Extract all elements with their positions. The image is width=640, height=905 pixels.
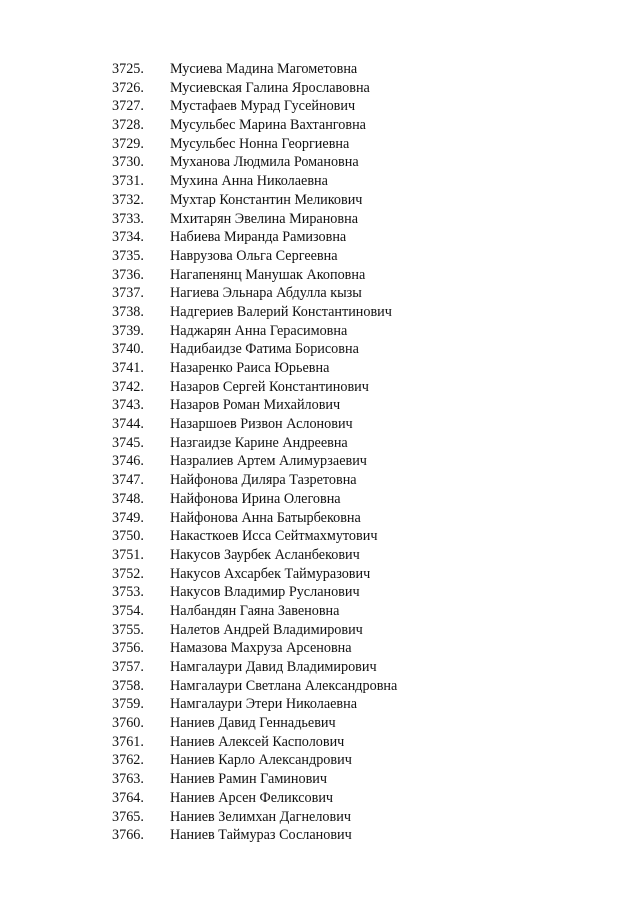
entry-name: Мхитарян Эвелина Мирановна [170, 210, 358, 227]
entry-number: 3751. [112, 546, 144, 563]
list-item [0, 471, 640, 490]
entry-number: 3727. [112, 98, 144, 115]
entry-name: Найфонова Анна Батырбековна [170, 509, 361, 526]
entry-number: 3759. [112, 696, 144, 713]
entry-name: Наниев Арсен Феликсович [170, 789, 334, 806]
list-item [0, 303, 640, 322]
list-item [0, 97, 640, 116]
entry-name: Наниев Карло Александрович [170, 752, 352, 769]
list-item [0, 808, 640, 827]
entry-name: Мусульбес Нонна Георгиевна [170, 135, 350, 152]
entry-name: Наниев Алексей Касполович [170, 733, 345, 750]
entry-number: 3744. [112, 416, 144, 433]
entry-name: Надибаидзе Фатима Борисовна [170, 341, 359, 358]
entry-name: Назаренко Раиса Юрьевна [170, 360, 330, 376]
entry-name: Муханова Людмила Романовна [170, 154, 359, 171]
list-item [0, 639, 640, 658]
entry-number: 3756. [112, 640, 144, 657]
list-item [0, 452, 640, 471]
entry-name: Накусов Заурбек Асланбекович [170, 546, 360, 563]
entry-name: Налетов Андрей Владимирович [170, 621, 363, 638]
entry-name: Намгалаури Светлана Александровна [170, 677, 398, 694]
entry-number: 3745. [112, 434, 144, 451]
entry-name: Наниев Таймураз Сосланович [170, 827, 352, 844]
list-item [0, 565, 640, 584]
entry-number: 3731. [112, 173, 144, 190]
list-item [0, 247, 640, 266]
entry-name: Мустафаев Мурад Гусейнович [170, 98, 356, 115]
entry-number: 3725. [112, 61, 144, 77]
entry-number: 3732. [112, 191, 144, 208]
entry-name: Назаршоев Ризвон Аслонович [170, 416, 353, 433]
list-item [0, 210, 640, 229]
list-item [0, 490, 640, 509]
entry-number: 3761. [112, 733, 144, 750]
list-item [0, 79, 640, 98]
entry-number: 3746. [112, 453, 144, 470]
entry-name: Набиева Миранда Рамизовна [170, 229, 347, 246]
entry-number: 3757. [112, 659, 144, 675]
entry-number: 3739. [112, 322, 144, 339]
entry-number: 3747. [112, 472, 144, 489]
entry-number: 3737. [112, 285, 144, 302]
entry-name: Надгериев Валерий Константинович [170, 303, 392, 320]
list-item [0, 153, 640, 172]
list-item [0, 714, 640, 733]
list-item [0, 602, 640, 621]
entry-name: Наниев Рамин Гаминович [170, 771, 327, 788]
entry-name: Накусов Ахсарбек Таймуразович [170, 565, 371, 582]
list-item [0, 677, 640, 696]
entry-number: 3755. [112, 621, 144, 638]
entry-name: Назаров Роман Михайлович [170, 397, 341, 414]
entry-number: 3733. [112, 210, 144, 227]
entry-name: Наниев Зелимхан Дагнелович [170, 808, 351, 825]
entry-name: Мусиева Мадина Магометовна [170, 61, 358, 77]
entry-name: Найфонова Диляра Тазретовна [170, 472, 357, 489]
entry-number: 3754. [112, 602, 144, 619]
entry-number: 3738. [112, 303, 144, 320]
entry-number: 3762. [112, 752, 144, 769]
list-item [0, 60, 640, 79]
entry-number: 3765. [112, 808, 144, 825]
list-item [0, 378, 640, 397]
entry-number: 3764. [112, 789, 144, 806]
list-item [0, 172, 640, 191]
entry-number: 3740. [112, 341, 144, 358]
list-item [0, 266, 640, 285]
entry-number: 3742. [112, 378, 144, 395]
entry-number: 3753. [112, 584, 144, 601]
entry-name: Назаров Сергей Константинович [170, 378, 369, 395]
entry-number: 3730. [112, 154, 144, 171]
list-item [0, 191, 640, 210]
entry-number: 3763. [112, 771, 144, 788]
entry-number: 3758. [112, 677, 144, 694]
entry-number: 3736. [112, 266, 144, 283]
list-item [0, 228, 640, 247]
entry-name: Наврузова Ольга Сергеевна [170, 247, 338, 264]
entry-number: 3766. [112, 827, 144, 844]
entry-name: Мусульбес Марина Вахтанговна [170, 117, 366, 134]
entry-name: Наниев Давид Геннадьевич [170, 715, 336, 732]
entry-name: Нагиева Эльнара Абдулла кызы [170, 285, 362, 302]
name-list [0, 60, 640, 845]
entry-number: 3750. [112, 528, 144, 545]
entry-name: Назралиев Артем Алимурзаевич [170, 453, 367, 470]
list-item [0, 116, 640, 135]
entry-number: 3760. [112, 715, 144, 732]
entry-name: Нагапенянц Манушак Акоповна [170, 266, 366, 283]
entry-number: 3729. [112, 135, 144, 152]
list-item [0, 415, 640, 434]
entry-name: Мухина Анна Николаевна [170, 173, 328, 190]
list-item [0, 789, 640, 808]
list-item [0, 509, 640, 528]
entry-number: 3749. [112, 509, 144, 526]
entry-name: Налбандян Гаяна Завеновна [170, 602, 340, 619]
list-item [0, 359, 640, 378]
entry-name: Намгалаури Этери Николаевна [170, 696, 358, 713]
list-item [0, 583, 640, 602]
list-item [0, 340, 640, 359]
entry-name: Наджарян Анна Герасимовна [170, 322, 348, 339]
list-item [0, 546, 640, 565]
entry-number: 3726. [112, 79, 144, 96]
entry-number: 3743. [112, 397, 144, 414]
entry-name: Мусиевская Галина Ярославовна [170, 79, 370, 96]
entry-name: Назгаидзе Карине Андреевна [170, 434, 348, 451]
list-item [0, 284, 640, 303]
list-item [0, 695, 640, 714]
entry-number: 3748. [112, 490, 144, 507]
list-item [0, 826, 640, 845]
entry-name: Накусов Владимир Русланович [170, 584, 360, 601]
list-item [0, 135, 640, 154]
list-item [0, 527, 640, 546]
entry-number: 3734. [112, 229, 144, 246]
entry-number: 3735. [112, 247, 144, 264]
list-item [0, 434, 640, 453]
entry-name: Накасткоев Исса Сейтмахмутович [170, 528, 378, 545]
list-item [0, 396, 640, 415]
list-item [0, 770, 640, 789]
list-item [0, 322, 640, 341]
entry-name: Намазова Махруза Арсеновна [170, 640, 352, 657]
entry-name: Мухтар Константин Меликович [170, 191, 363, 208]
entry-number: 3741. [112, 360, 144, 376]
entry-number: 3752. [112, 565, 144, 582]
entry-name: Намгалаури Давид Владимирович [170, 659, 377, 675]
entry-number: 3728. [112, 117, 144, 134]
list-item [0, 658, 640, 677]
entry-name: Найфонова Ирина Олеговна [170, 490, 341, 507]
list-item [0, 733, 640, 752]
list-item [0, 751, 640, 770]
list-item [0, 621, 640, 640]
